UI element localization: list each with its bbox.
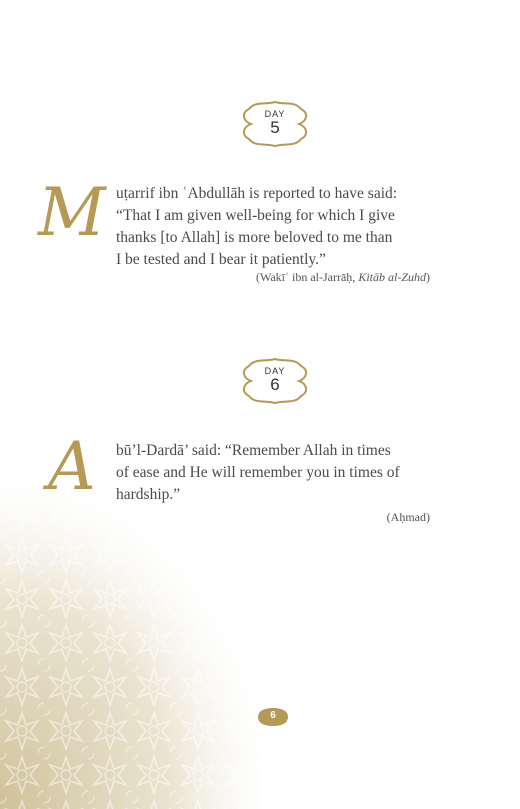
text-line: hardship.” xyxy=(116,486,181,503)
day-label: DAY xyxy=(264,366,286,376)
text-line: bū’l-Dardā’ said: “Remember Allah in times xyxy=(116,442,391,459)
dropcap-letter: A xyxy=(48,428,96,505)
day-label: DAY xyxy=(264,109,286,119)
day-badge-6 xyxy=(237,356,313,406)
dropcap-letter: M xyxy=(38,174,106,251)
source-citation: (Aḥmad) xyxy=(386,510,430,524)
entry-text xyxy=(116,440,436,506)
entry-text xyxy=(116,183,436,271)
text-line: of ease and He will remember you in times of xyxy=(116,464,400,481)
day-badge-5 xyxy=(237,99,313,149)
text-line: uṭarrif ibn ʿAbdullāh is reported to have said: xyxy=(116,185,398,202)
source-citation: (Wakīʿ ibn al-Jarrāḥ, Kitāb al-Zuhd) xyxy=(255,270,430,284)
text-line: thanks [to Allah] is more beloved to me than xyxy=(116,229,393,246)
text-line: “That I am given well-being for which I give xyxy=(116,207,395,224)
day-number: 5 xyxy=(270,118,280,137)
corner-ornament xyxy=(0,489,260,809)
page-number-badge xyxy=(254,705,292,729)
day-number: 6 xyxy=(270,375,280,394)
page-number: 6 xyxy=(270,710,276,721)
text-line: I be tested and I bear it patiently.” xyxy=(116,251,326,268)
